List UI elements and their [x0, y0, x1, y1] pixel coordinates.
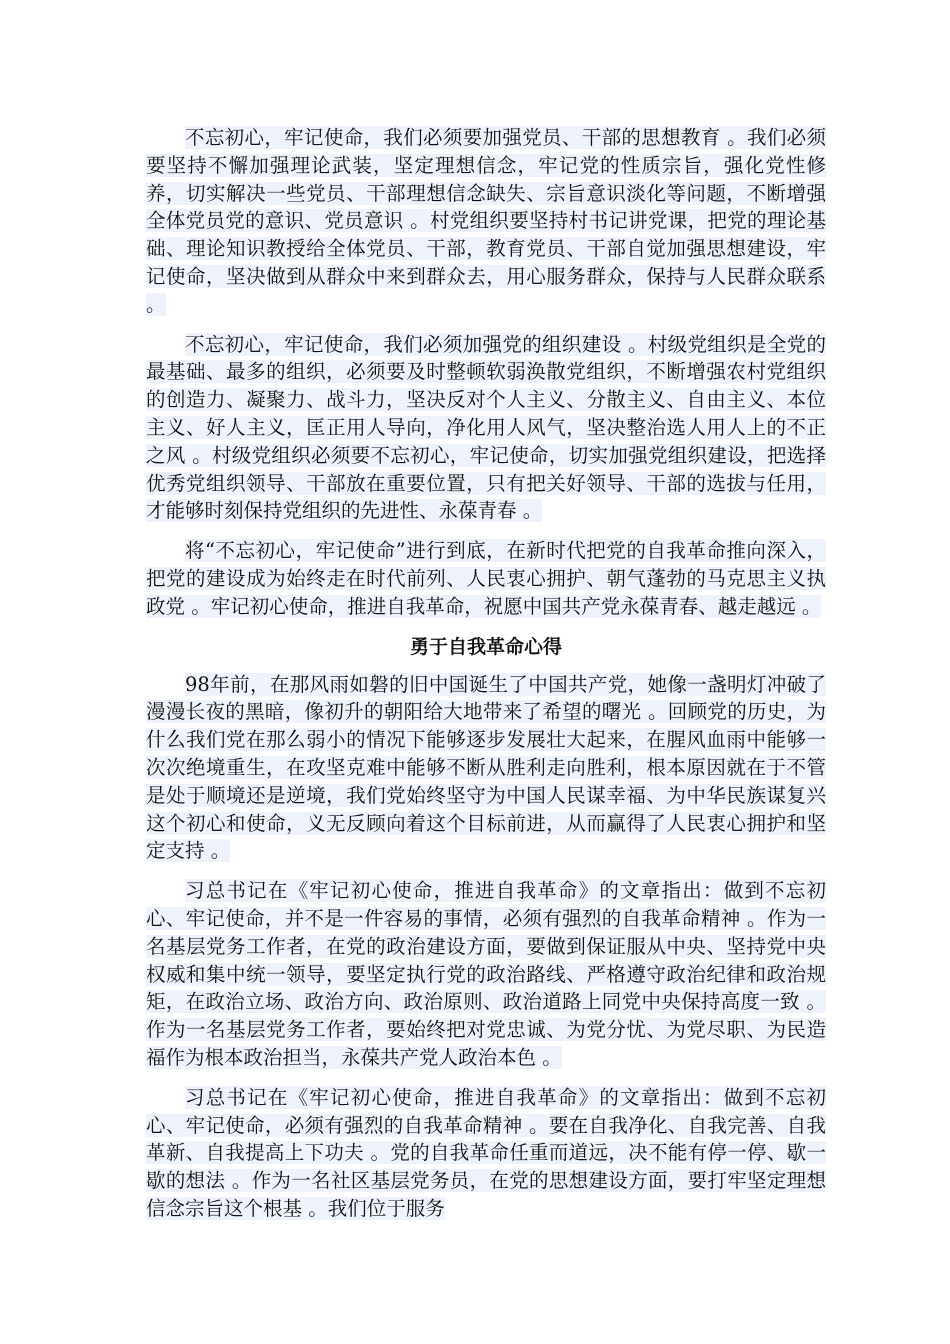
section-heading: 勇于自我革命心得 — [409, 635, 562, 658]
paragraph-text: 不忘初心，牢记使命，我们必须加强党的组织建设 。村级党组织是全党的最基础、最多的组织，必须要及时整顿软弱涣散党组织，不断增强农村党组织的创造力、凝聚力、战斗力，坚决反对个人主义、分散主义、自由主义、本位主义、好人主义，匡正用人导向，净化用人风气，坚决整治选人用人上的不正之风 。村级党组织必须要不忘初心，牢记使命，切实加强党组织建设，把选择优秀党组织领导、干部放在重要位置，只有把关好领导、干部的选拔与任用，才能够时刻保持党组织的先进性、永葆青春 。 — [146, 332, 826, 523]
paragraph-text: 习总书记在《牢记初心使命，推进自我革命》的文章指出：做到不忘初心、牢记使命，并不是一件容易的事情，必须有强烈的自我革命精神 。作为一名基层党务工作者，在党的政治建设方面，要做到保证服从中央、坚持党中央权威和集中统一领导，要坚定执行党的政治路线、严格遵守政治纪律和政治规矩，在政治立场、政治方向、政治原则、政治道路上同党中央保持高度一致 。作为一名基层党务工作者，要始终把对党忠诚、为党分忧、为党尽职、为民造福作为根本政治担当，永葆共产党人政治本色 。 — [146, 879, 826, 1069]
paragraph — [146, 877, 826, 1072]
paragraph — [146, 124, 826, 319]
paragraph — [146, 671, 826, 866]
paragraph-text: 98年前，在那风雨如磐的旧中国诞生了中国共产党，她像一盏明灯冲破了漫漫长夜的黑暗，像初升的朝阳给大地带来了希望的曙光 。回顾党的历史，为什么我们党在那么弱小的情况下能够逐步发展壮大起来，在腥风血雨中能够一次次绝境重生，在攻坚克难中能够不断从胜利走向胜利，根本原因就在于不管是处于顺境还是逆境，我们党始终坚守为中国人民谋幸福、为中华民族谋复兴这个初心和使命，义无反顾向着这个目标前进，从而赢得了人民衷心拥护和坚定支持 。 — [146, 672, 826, 863]
paragraph-text: 不忘初心，牢记使命，我们必须要加强党员、干部的思想教育 。我们必须要坚持不懈加强理论武装，坚定理想信念，牢记党的性质宗旨，强化党性修养，切实解决一些党员、干部理想信念缺失、宗旨意识淡化等问题，不断增强全体党员党的意识、党员意识 。村党组织要坚持村书记讲党课，把党的理论基础、理论知识教授给全体党员、干部，教育党员、干部自觉加强思想建设，牢记使命，坚决做到从群众中来到群众去，用心服务群众，保持与人民群众联系 。 — [146, 126, 826, 316]
paragraph-text: 将“不忘初心，牢记使命”进行到底，在新时代把党的自我革命推向深入，把党的建设成为始终走在时代前列、人民衷心拥护、朝气蓬勃的马克思主义执政党 。牢记初心使命，推进自我革命，祝愿中国共产党永葆青春、越走越远 。 — [146, 539, 826, 618]
paragraph — [146, 331, 826, 526]
paragraph — [146, 1084, 826, 1223]
paragraph-text: 习总书记在《牢记初心使命，推进自我革命》的文章指出：做到不忘初心、牢记使命，必须有强烈的自我革命精神 。要在自我净化、自我完善、自我革新、自我提高上下功夫 。党的自我革命任重而道远，决不能有停一停、歇一歇的想法 。作为一名社区基层党务员，在党的思想建设方面，要打牢坚定理想信念宗旨这个根基 。我们位于服务 — [146, 1085, 826, 1220]
paragraph — [146, 537, 826, 620]
document-body — [146, 124, 826, 1235]
